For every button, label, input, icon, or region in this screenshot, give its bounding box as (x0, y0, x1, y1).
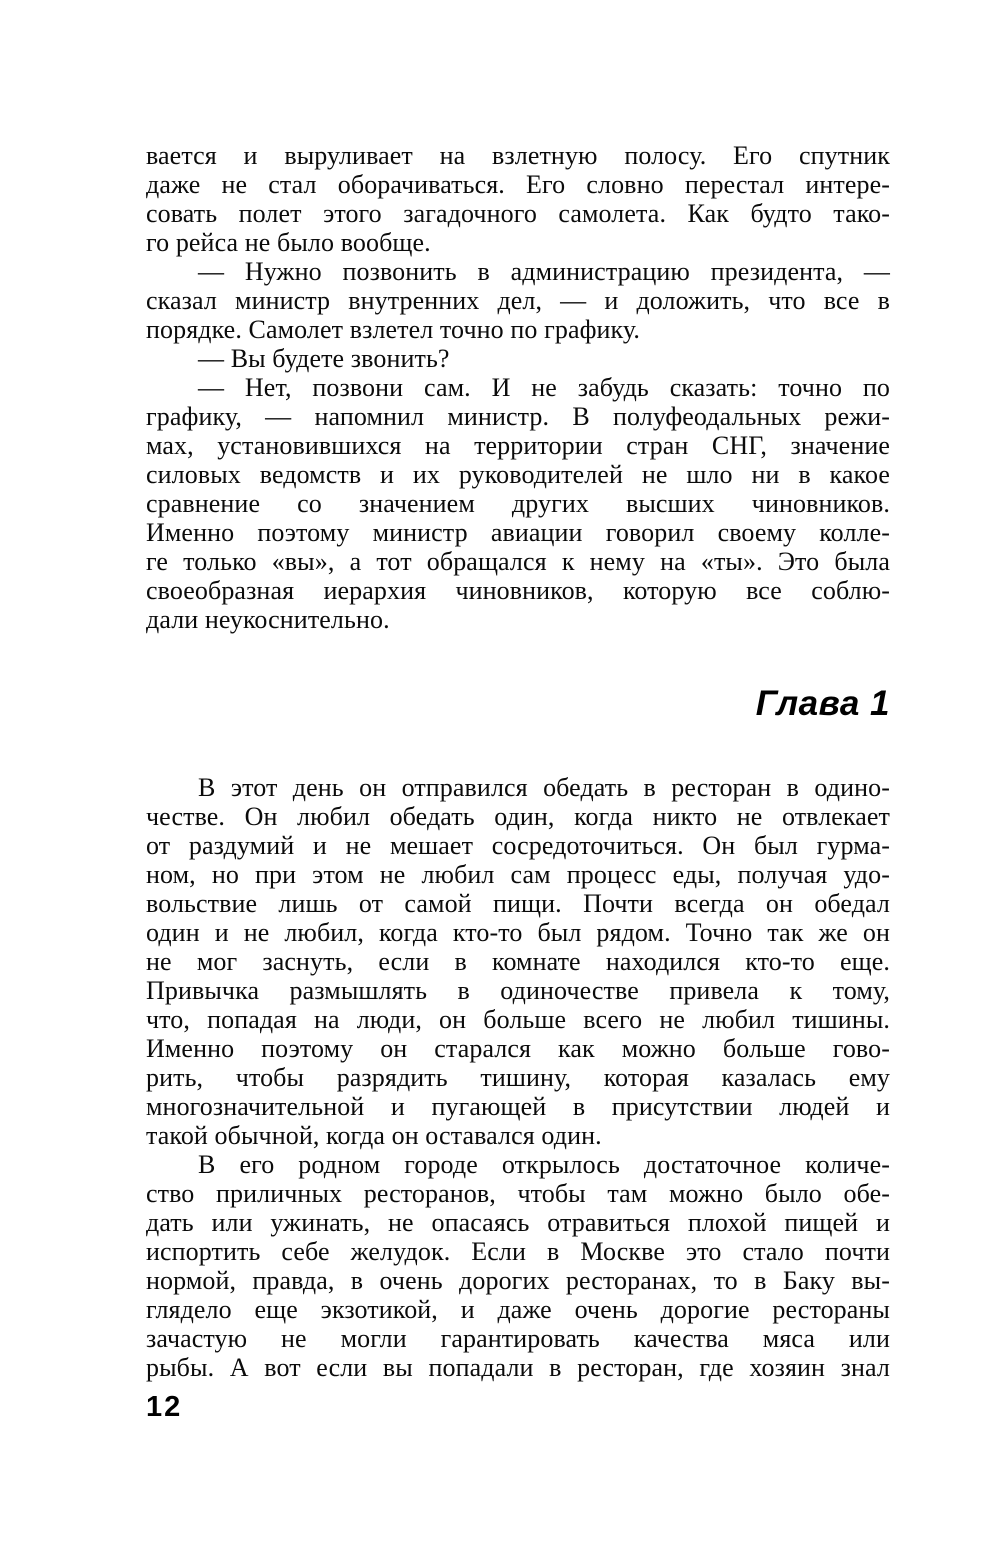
text-line: — Нет, позвони сам. И не забудь сказать: точно по (198, 373, 890, 402)
text-line: сказал министр внутренних дел, — и доложить, что все в (146, 286, 890, 315)
paragraph (146, 1150, 890, 1382)
text-line: даже не стал оборачиваться. Его словно перестал интере- (146, 170, 890, 199)
paragraph (146, 141, 890, 257)
text-line: честве. Он любил обедать один, когда никто не отвлекает (146, 802, 890, 831)
text-line: своеобразная иерархия чиновников, которую все соблю- (146, 576, 890, 605)
text-line: В этот день он отправился обедать в ресторан в одино- (198, 773, 890, 802)
text-line: — Нужно позвонить в администрацию президента, — (198, 257, 890, 286)
page-text-block (146, 141, 890, 1382)
paragraph (146, 373, 890, 634)
paragraph (146, 344, 890, 373)
text-line: что, попадая на люди, он больше всего не любил тишины. (146, 1005, 890, 1034)
paragraph (146, 257, 890, 344)
text-line: ге только «вы», а тот обращался к нему на «ты». Это была (146, 547, 890, 576)
text-line: Именно поэтому министр авиации говорил своему колле- (146, 518, 890, 547)
text-line: ство приличных ресторанов, чтобы там можно было обе- (146, 1179, 890, 1208)
text-line: ном, но при этом не любил сам процесс еды, получая удо- (146, 860, 890, 889)
text-line: В его родном городе открылось достаточное количе- (198, 1150, 890, 1179)
text-line: зачастую не могли гарантировать качества мяса или (146, 1324, 890, 1353)
text-line: дать или ужинать, не опасаясь отравиться плохой пищей и (146, 1208, 890, 1237)
text-line: сравнение со значением других высших чиновников. (146, 489, 890, 518)
text-line: испортить себе желудок. Если в Москве это стало почти (146, 1237, 890, 1266)
paragraph (146, 773, 890, 1150)
text-line: такой обычной, когда он оставался один. (146, 1121, 602, 1150)
text-line: мах, установившихся на территории стран СНГ, значение (146, 431, 890, 460)
text-line: один и не любил, когда кто-то был рядом. Точно так же он (146, 918, 890, 947)
text-line: нормой, правда, в очень дорогих ресторанах, то в Баку вы- (146, 1266, 890, 1295)
text-line: глядело еще экзотикой, и даже очень дорогие рестораны (146, 1295, 890, 1324)
chapter-heading: Глава 1 (755, 684, 890, 723)
text-line: Привычка размышлять в одиночестве привела к тому, (146, 976, 890, 1005)
text-line: графику, — напомнил министр. В полуфеодальных режи- (146, 402, 890, 431)
text-line: вается и выруливает на взлетную полосу. Его спутник (146, 141, 890, 170)
text-line: силовых ведомств и их руководителей не шло ни в какое (146, 460, 890, 489)
text-line: многозначительной и пугающей в присутствии людей и (146, 1092, 890, 1121)
text-line: не мог заснуть, если в комнате находился кто-то еще. (146, 947, 890, 976)
text-line: от раздумий и не мешает сосредоточиться. Он был гурма- (146, 831, 890, 860)
text-line: — Вы будете звонить? (198, 344, 450, 373)
text-line: Именно поэтому он старался как можно больше гово- (146, 1034, 890, 1063)
text-line: вольствие лишь от самой пищи. Почти всегда он обедал (146, 889, 890, 918)
text-line: рить, чтобы разрядить тишину, которая казалась ему (146, 1063, 890, 1092)
page-number: 12 (146, 1391, 183, 1423)
text-line: рыбы. А вот если вы попадали в ресторан, где хозяин знал (146, 1353, 890, 1382)
text-line: совать полет этого загадочного самолета. Как будто тако- (146, 199, 890, 228)
text-line: порядке. Самолет взлетел точно по графику. (146, 315, 641, 344)
text-line: дали неукоснительно. (146, 605, 390, 634)
text-line: го рейса не было вообще. (146, 228, 431, 257)
